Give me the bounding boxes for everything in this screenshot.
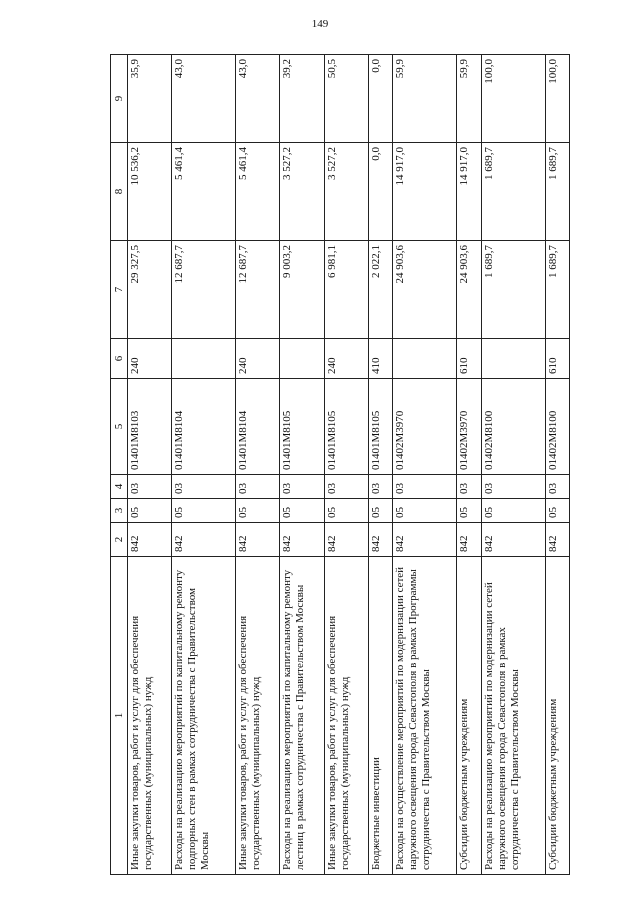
row-name-cell: Иные закупки товаров, работ и услуг для обеспечения государственных (муниципальных) нужд <box>324 557 368 875</box>
row-name-cell: Расходы на реализацию мероприятий по капитальному ремонту лестниц в рамках сотрудничества с Правительством Москвы <box>280 557 324 875</box>
table-row <box>280 55 324 875</box>
rotated-table-wrapper <box>110 55 570 875</box>
header-row <box>111 55 128 875</box>
actual-amount-cell: 5 461,4 <box>172 143 236 241</box>
plan-amount-cell: 12 687,7 <box>236 241 280 339</box>
plan-amount-cell: 6 981,1 <box>324 241 368 339</box>
subsection-cell: 03 <box>280 475 324 499</box>
expense-type-cell: 240 <box>324 339 368 379</box>
actual-amount-cell: 3 527,2 <box>280 143 324 241</box>
section-cell: 05 <box>236 499 280 523</box>
header-cell: 4 <box>111 475 128 499</box>
gr-code-cell: 842 <box>457 523 481 557</box>
percent-cell: 100,0 <box>481 55 545 143</box>
budget-table <box>110 54 570 875</box>
row-name-cell: Иные закупки товаров, работ и услуг для обеспечения государственных (муниципальных) нужд <box>236 557 280 875</box>
row-name-cell: Субсидии бюджетным учреждениям <box>457 557 481 875</box>
expense-type-cell <box>172 339 236 379</box>
table-row <box>545 55 570 875</box>
table-row <box>393 55 457 875</box>
header-cell: 5 <box>111 379 128 475</box>
header-cell: 6 <box>111 339 128 379</box>
section-cell: 05 <box>172 499 236 523</box>
expense-type-cell <box>393 339 457 379</box>
actual-amount-cell: 0,0 <box>368 143 392 241</box>
subsection-cell: 03 <box>545 475 570 499</box>
row-name-cell: Бюджетные инвестиции <box>368 557 392 875</box>
expense-type-cell: 610 <box>457 339 481 379</box>
header-cell: 7 <box>111 241 128 339</box>
gr-code-cell: 842 <box>280 523 324 557</box>
target-article-cell: 01402М3970 <box>457 379 481 475</box>
expense-type-cell <box>481 339 545 379</box>
expense-type-cell: 610 <box>545 339 570 379</box>
actual-amount-cell: 5 461,4 <box>236 143 280 241</box>
section-cell: 05 <box>368 499 392 523</box>
target-article-cell: 01402М8100 <box>545 379 570 475</box>
actual-amount-cell: 3 527,2 <box>324 143 368 241</box>
target-article-cell: 01401М8105 <box>280 379 324 475</box>
table-row <box>128 55 172 875</box>
target-article-cell: 01402М3970 <box>393 379 457 475</box>
gr-code-cell: 842 <box>128 523 172 557</box>
target-article-cell: 01401М8103 <box>128 379 172 475</box>
percent-cell: 100,0 <box>545 55 570 143</box>
actual-amount-cell: 14 917,0 <box>393 143 457 241</box>
gr-code-cell: 842 <box>368 523 392 557</box>
gr-code-cell: 842 <box>236 523 280 557</box>
row-name-cell: Расходы на осуществление мероприятий по модернизации сетей наружного освещения города Севастополя в рамках Программы сотрудничества с Правительством Москвы <box>393 557 457 875</box>
section-cell: 05 <box>324 499 368 523</box>
expense-type-cell <box>280 339 324 379</box>
plan-amount-cell: 24 903,6 <box>393 241 457 339</box>
subsection-cell: 03 <box>172 475 236 499</box>
row-name-cell: Субсидии бюджетным учреждениям <box>545 557 570 875</box>
target-article-cell: 01402М8100 <box>481 379 545 475</box>
percent-cell: 43,0 <box>172 55 236 143</box>
table-body <box>128 55 570 875</box>
row-name-cell: Расходы на реализацию мероприятий по модернизации сетей наружного освещения города Севастополя в рамках сотрудничества с Правительством Москвы <box>481 557 545 875</box>
plan-amount-cell: 1 689,7 <box>481 241 545 339</box>
gr-code-cell: 842 <box>172 523 236 557</box>
section-cell: 05 <box>457 499 481 523</box>
subsection-cell: 03 <box>481 475 545 499</box>
table-frame <box>110 55 570 875</box>
percent-cell: 50,5 <box>324 55 368 143</box>
percent-cell: 59,9 <box>393 55 457 143</box>
expense-type-cell: 410 <box>368 339 392 379</box>
plan-amount-cell: 2 022,1 <box>368 241 392 339</box>
header-cell: 1 <box>111 557 128 875</box>
row-name-cell: Иные закупки товаров, работ и услуг для обеспечения государственных (муниципальных) нужд <box>128 557 172 875</box>
subsection-cell: 03 <box>324 475 368 499</box>
expense-type-cell: 240 <box>128 339 172 379</box>
actual-amount-cell: 10 536,2 <box>128 143 172 241</box>
gr-code-cell: 842 <box>481 523 545 557</box>
subsection-cell: 03 <box>128 475 172 499</box>
target-article-cell: 01401М8104 <box>172 379 236 475</box>
plan-amount-cell: 29 327,5 <box>128 241 172 339</box>
actual-amount-cell: 14 917,0 <box>457 143 481 241</box>
table-row <box>368 55 392 875</box>
header-cell: 9 <box>111 55 128 143</box>
header-cell: 3 <box>111 499 128 523</box>
plan-amount-cell: 1 689,7 <box>545 241 570 339</box>
subsection-cell: 03 <box>368 475 392 499</box>
actual-amount-cell: 1 689,7 <box>481 143 545 241</box>
table-row <box>324 55 368 875</box>
percent-cell: 35,9 <box>128 55 172 143</box>
header-cell: 2 <box>111 523 128 557</box>
plan-amount-cell: 12 687,7 <box>172 241 236 339</box>
table-row <box>172 55 236 875</box>
target-article-cell: 01401М8105 <box>368 379 392 475</box>
actual-amount-cell: 1 689,7 <box>545 143 570 241</box>
target-article-cell: 01401М8104 <box>236 379 280 475</box>
gr-code-cell: 842 <box>324 523 368 557</box>
plan-amount-cell: 9 003,2 <box>280 241 324 339</box>
target-article-cell: 01401М8105 <box>324 379 368 475</box>
section-cell: 05 <box>545 499 570 523</box>
section-cell: 05 <box>393 499 457 523</box>
table-row <box>236 55 280 875</box>
gr-code-cell: 842 <box>393 523 457 557</box>
section-cell: 05 <box>128 499 172 523</box>
percent-cell: 43,0 <box>236 55 280 143</box>
header-cell: 8 <box>111 143 128 241</box>
expense-type-cell: 240 <box>236 339 280 379</box>
plan-amount-cell: 24 903,6 <box>457 241 481 339</box>
row-name-cell: Расходы на реализацию мероприятий по капитальному ремонту подпорных стен в рамках сотрудничества с Правительством Москвы <box>172 557 236 875</box>
subsection-cell: 03 <box>236 475 280 499</box>
section-cell: 05 <box>481 499 545 523</box>
table-row <box>481 55 545 875</box>
percent-cell: 39,2 <box>280 55 324 143</box>
page-number: 149 <box>311 18 329 30</box>
percent-cell: 59,9 <box>457 55 481 143</box>
subsection-cell: 03 <box>457 475 481 499</box>
table-row <box>457 55 481 875</box>
subsection-cell: 03 <box>393 475 457 499</box>
section-cell: 05 <box>280 499 324 523</box>
percent-cell: 0,0 <box>368 55 392 143</box>
gr-code-cell: 842 <box>545 523 570 557</box>
